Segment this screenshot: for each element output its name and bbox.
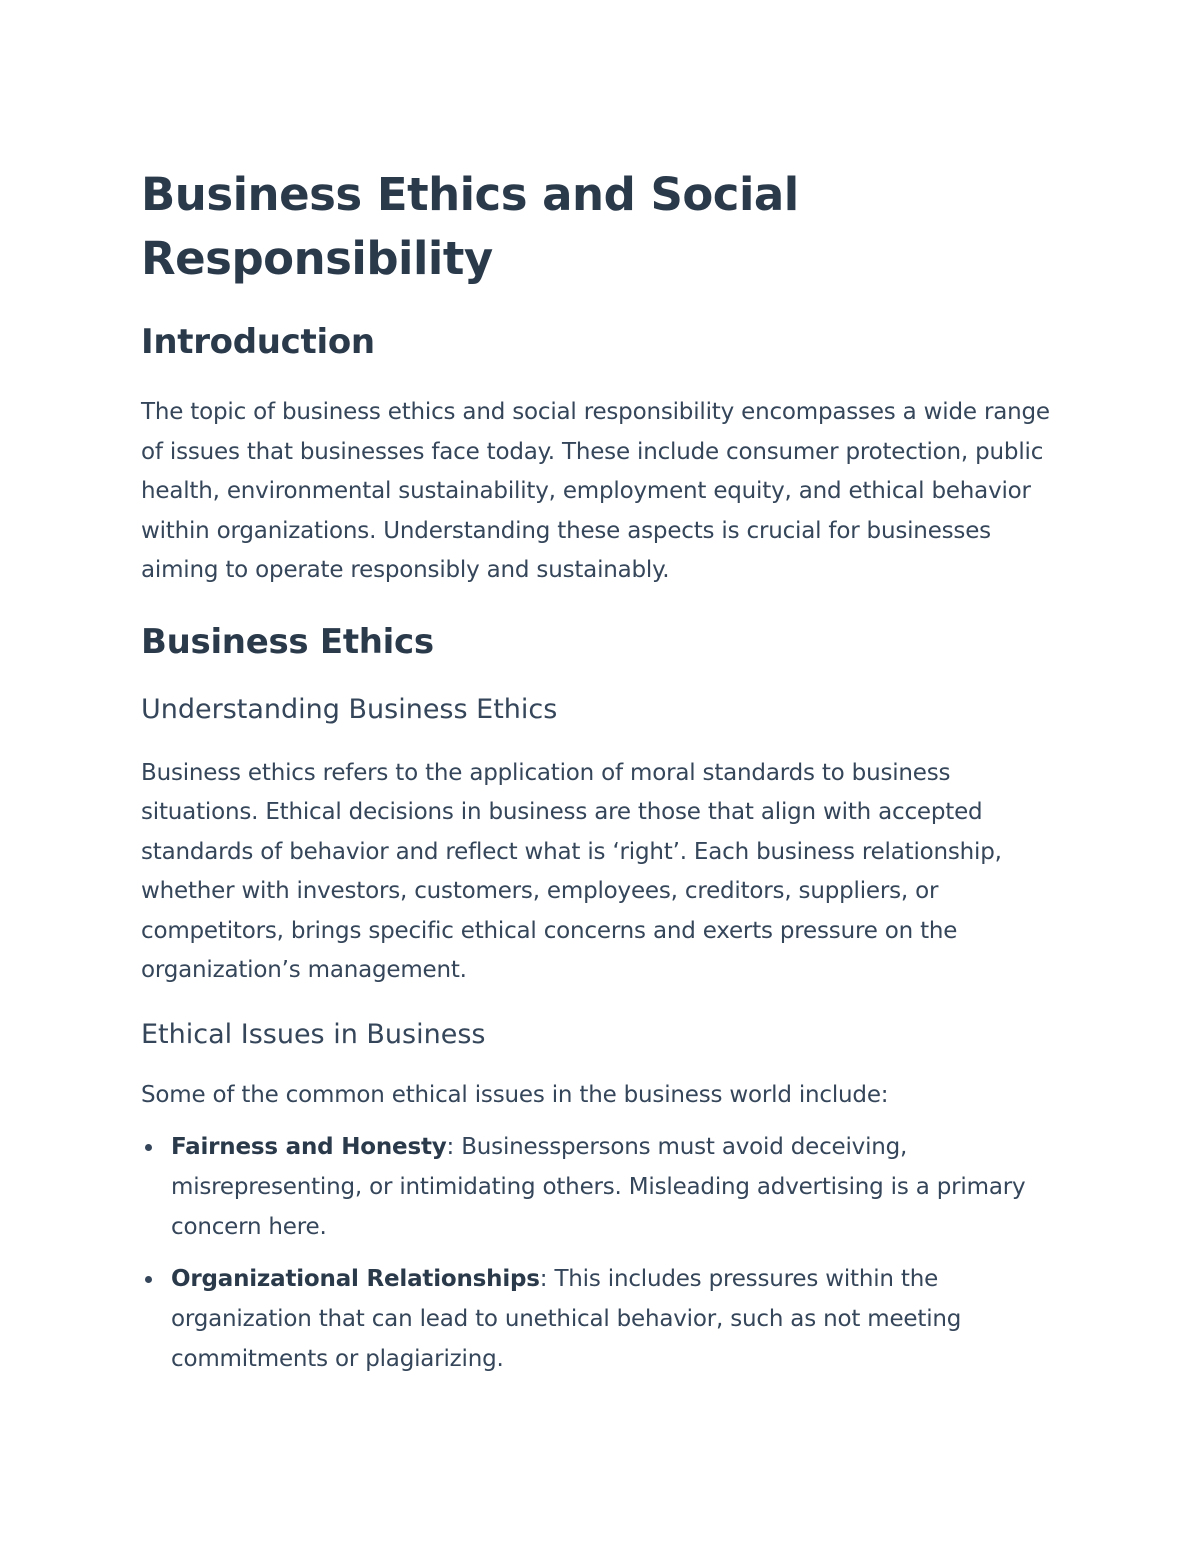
document-title-line-2: Responsibility bbox=[141, 232, 493, 285]
list-item-text: : This includes pressures within the organization that can lead to unethical behavior, such as not meeting commitments or plagiarizing. bbox=[171, 1266, 962, 1372]
document-title bbox=[141, 163, 1060, 291]
list-item-term: Organizational Relationships bbox=[171, 1266, 540, 1292]
ethical-issues-intro: Some of the common ethical issues in the business world include: bbox=[141, 1081, 889, 1108]
introduction-paragraph: The topic of business ethics and social responsibility encompasses a wide range of issues that businesses face today. These include consumer protection, public health, environmental sustainability, employment equity, and ethical behavior within organizations. Understanding these aspects is crucial for businesses aiming to operate responsibly and sustainably. bbox=[141, 399, 1050, 583]
understanding-business-ethics-paragraph: Business ethics refers to the application of moral standards to business situations. Ethical decisions in business are those that align with accepted standards of behavior and reflect what is ‘right’. Each business relationship, whether with investors, customers, employees, creditors, suppliers, or competitors, brings specific ethical concerns and exerts pressure on the organization’s management. bbox=[141, 759, 1002, 983]
introduction-heading: Introduction bbox=[141, 322, 375, 362]
business-ethics-heading: Business Ethics bbox=[141, 621, 434, 662]
ethical-issues-heading: Ethical Issues in Business bbox=[141, 1018, 486, 1050]
document-title-line-1: Business Ethics and Social bbox=[141, 168, 799, 221]
bullet-icon bbox=[145, 1276, 152, 1283]
bullet-icon bbox=[145, 1144, 152, 1151]
list-item bbox=[141, 1259, 1060, 1379]
list-item-text: : Businesspersons must avoid deceiving, misrepresenting, or intimidating others. Misleading advertising is a primary concern here. bbox=[171, 1134, 1026, 1240]
understanding-business-ethics-heading: Understanding Business Ethics bbox=[141, 693, 558, 725]
ethical-issues-list bbox=[141, 1127, 1060, 1379]
list-item bbox=[141, 1127, 1060, 1247]
list-item-term: Fairness and Honesty bbox=[171, 1134, 447, 1160]
